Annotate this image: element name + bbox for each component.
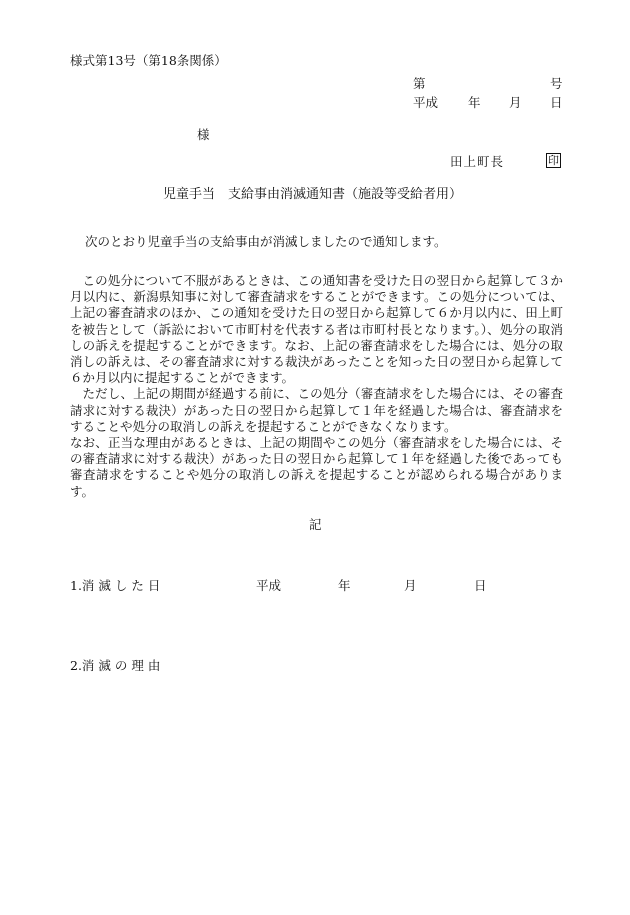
item1-era: 平成: [256, 578, 282, 593]
appeal-paragraph: ただし、上記の期間が経過する前に、この処分（審査請求をした場合には、その審査請求に対する裁決）があった日の翌日から起算して１年を経過した場合は、審査請求をすることや処分の取消しの訴えを提起することができなくなります。: [70, 386, 563, 434]
date-era: 平成: [413, 95, 439, 110]
issuer-name: 田上町長: [450, 154, 505, 169]
document-title: 児童手当 支給事由消滅通知書（施設等受給者用）: [163, 187, 463, 202]
number-suffix: 号: [550, 76, 563, 91]
form-label: 様式第13号（第18条関係）: [70, 53, 227, 68]
item1-year-unit: 年: [338, 578, 351, 593]
date-day-unit: 日: [550, 95, 563, 110]
number-prefix: 第: [413, 76, 426, 91]
item1-day-unit: 日: [474, 578, 487, 593]
notice-text: 次のとおり児童手当の支給事由が消滅しましたので通知します。: [85, 234, 447, 249]
date-month-unit: 月: [509, 95, 522, 110]
item1-month-unit: 月: [404, 578, 417, 593]
appeal-notice: [70, 273, 563, 500]
appeal-paragraph: この処分について不服があるときは、この通知書を受けた日の翌日から起算して３か月以内に、新潟県知事に対して審査請求をすることができます。この処分については、上記の審査請求のほか、この通知を受けた日の翌日から起算して６か月以内に、田上町を被告として（訴訟において市町村を代表する者は市町村長となります。）、処分の取消しの訴えを提起することができます。なお、上記の審査請求をした場合には、処分の取消しの訴えは、その審査請求に対する裁決があったことを知った日の翌日から起算して６か月以内に提起することができます。: [70, 273, 563, 386]
appeal-paragraph: なお、正当な理由があるときは、上記の期間やこの処分（審査請求をした場合には、その審査請求に対する裁決）があった日の翌日から起算して１年を経過した後であっても審査請求をすることや処分の取消しの訴えを提起することが認められる場合があります。: [70, 435, 563, 499]
date-year-unit: 年: [468, 95, 481, 110]
seal-mark: 印: [548, 154, 559, 167]
ki-heading: 記: [309, 517, 322, 532]
recipient-suffix: 様: [197, 127, 210, 142]
item2-label: 2.消 滅 の 理 由: [70, 658, 161, 673]
item1-label: 1.消 滅 し た 日: [70, 578, 161, 593]
